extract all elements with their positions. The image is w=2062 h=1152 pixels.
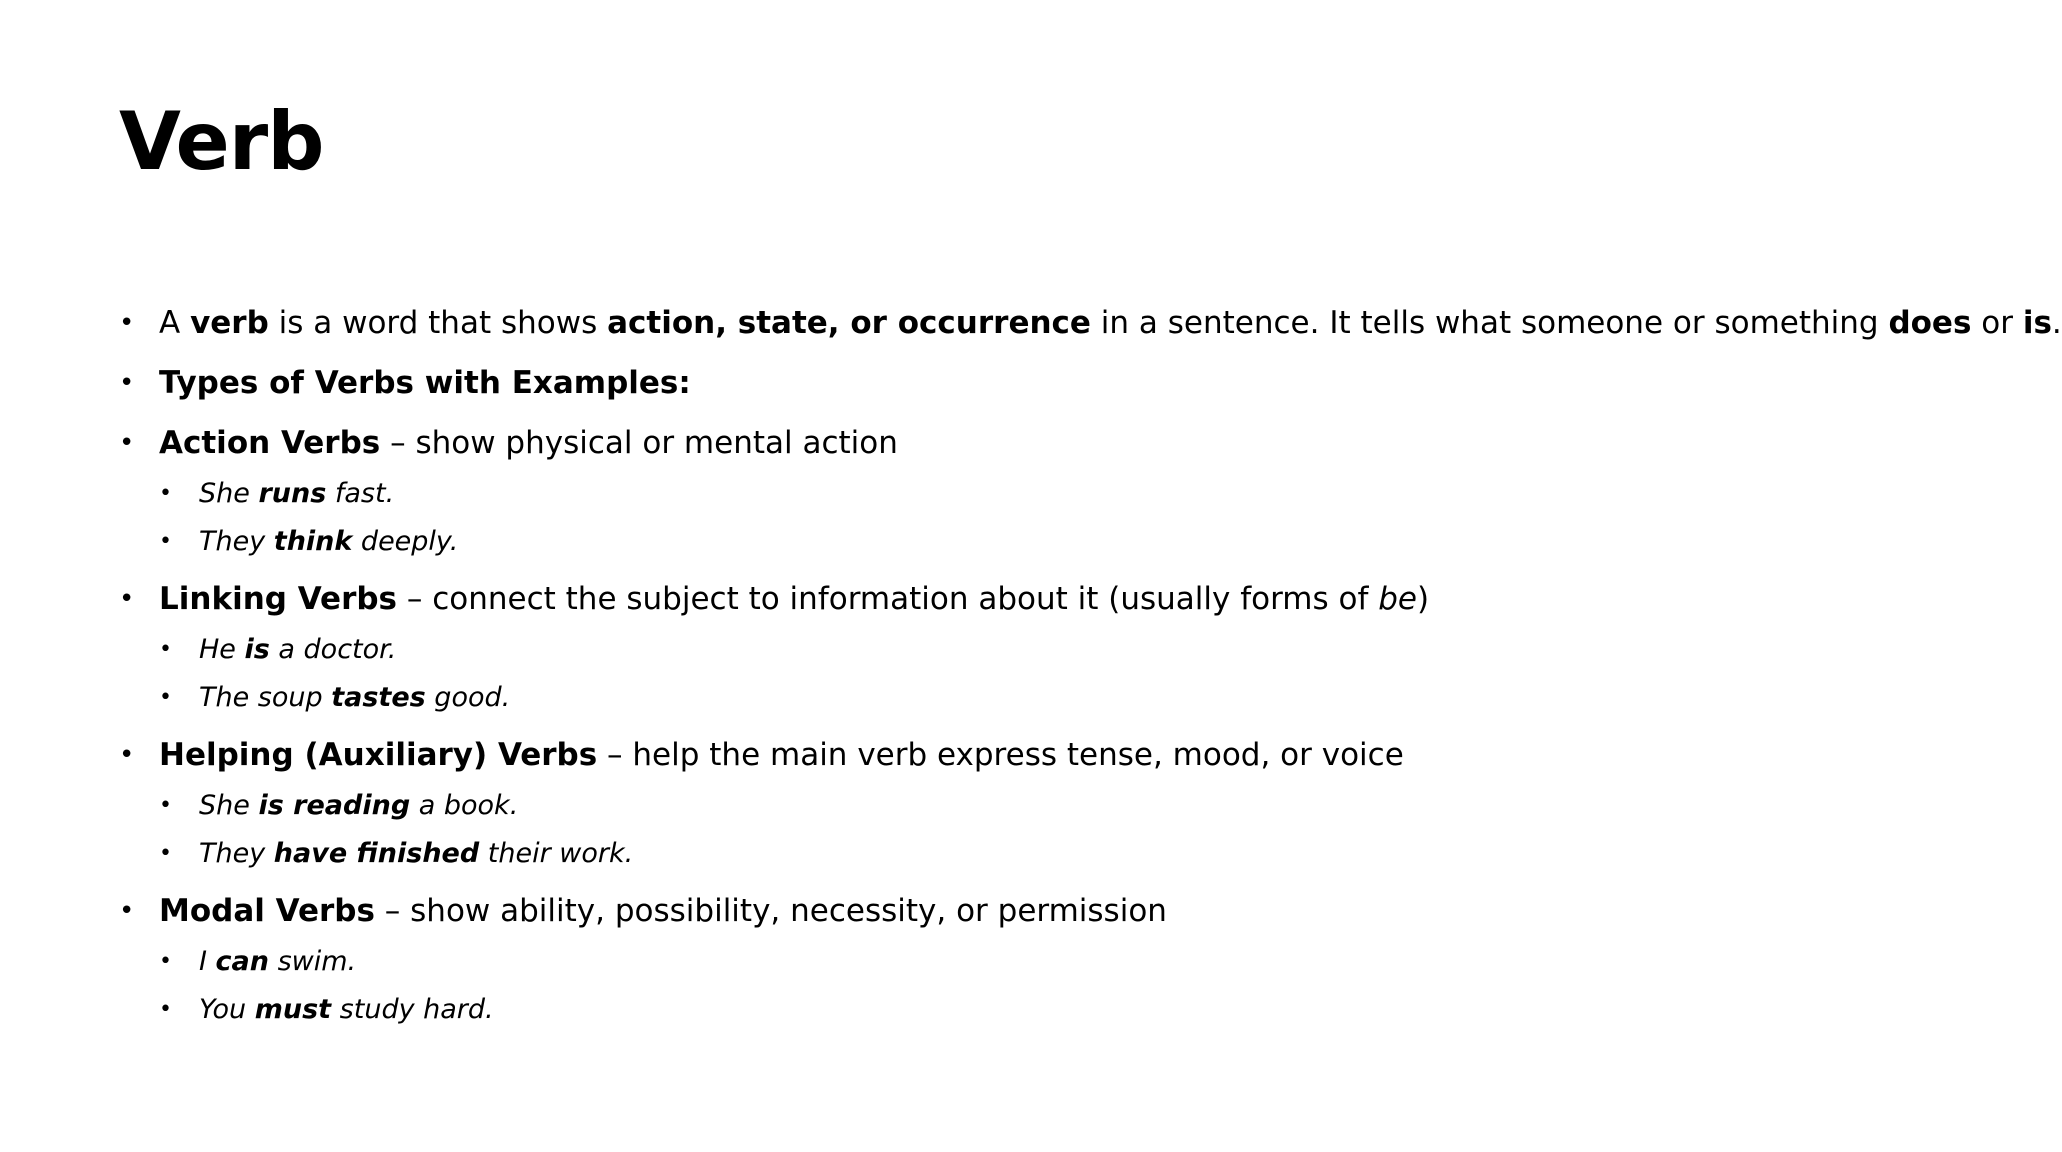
verb-type-description: – help the main verb express tense, mood, or voice: [597, 737, 1404, 773]
types-heading-bullet: [119, 360, 1979, 406]
example-text: good.: [425, 682, 511, 713]
example-bullet: [119, 678, 1979, 718]
example-verb: must: [254, 994, 332, 1025]
definition-bold: does: [1888, 305, 1972, 341]
verb-type-description: – show ability, possibility, necessity, or permission: [374, 893, 1167, 929]
helping-verbs-bullet: [119, 732, 1979, 778]
definition-bold: verb: [190, 305, 269, 341]
types-heading: Types of Verbs with Examples:: [159, 365, 691, 401]
action-verbs-bullet: [119, 420, 1979, 466]
verb-type-name: Helping (Auxiliary) Verbs: [159, 737, 598, 773]
definition-text: .: [2051, 305, 2062, 341]
bullet-list: [119, 300, 2062, 1044]
example-text: You: [199, 994, 255, 1025]
example-verb: is reading: [258, 790, 411, 821]
verb-type-description: – show physical or mental action: [380, 425, 898, 461]
definition-text: or: [1971, 305, 2023, 341]
verb-type-name: Action Verbs: [159, 425, 381, 461]
example-verb: tastes: [331, 682, 426, 713]
definition-text: A: [159, 305, 191, 341]
example-bullet: [119, 786, 1979, 826]
definition-bullet: [119, 300, 2062, 346]
example-text: She: [199, 790, 259, 821]
verb-type-name: Linking Verbs: [159, 581, 397, 617]
example-verb: think: [273, 526, 353, 557]
example-text: She: [199, 478, 259, 509]
definition-bold: is: [2022, 305, 2052, 341]
closing-paren: ): [1416, 581, 1430, 617]
example-text: study hard.: [331, 994, 494, 1025]
example-text: deeply.: [352, 526, 459, 557]
example-verb: runs: [258, 478, 327, 509]
example-bullet: [119, 942, 1979, 982]
verb-type-description: – connect the subject to information about it (usually forms of: [397, 581, 1379, 617]
example-text: They: [199, 838, 274, 869]
example-bullet: [119, 522, 1979, 562]
verb-type-name: Modal Verbs: [159, 893, 375, 929]
linking-verbs-bullet: [119, 576, 1979, 622]
definition-bold: action, state, or occurrence: [607, 305, 1091, 341]
italic-word: be: [1378, 581, 1417, 617]
example-verb: can: [215, 946, 269, 977]
example-text: The soup: [199, 682, 332, 713]
example-verb: have finished: [273, 838, 480, 869]
example-text: swim.: [269, 946, 357, 977]
definition-text: in a sentence. It tells what someone or something: [1090, 305, 1889, 341]
example-text: a book.: [410, 790, 519, 821]
example-text: He: [199, 634, 245, 665]
definition-text: is a word that shows: [268, 305, 608, 341]
slide-title: Verb: [119, 95, 324, 188]
example-text: a doctor.: [269, 634, 397, 665]
example-text: They: [199, 526, 274, 557]
example-verb: is: [244, 634, 270, 665]
example-bullet: [119, 474, 1979, 514]
modal-verbs-bullet: [119, 888, 1979, 934]
example-bullet: [119, 834, 1979, 874]
example-bullet: [119, 990, 1979, 1030]
example-text: I: [199, 946, 216, 977]
example-text: fast.: [326, 478, 395, 509]
example-text: their work.: [479, 838, 634, 869]
example-bullet: [119, 630, 1979, 670]
